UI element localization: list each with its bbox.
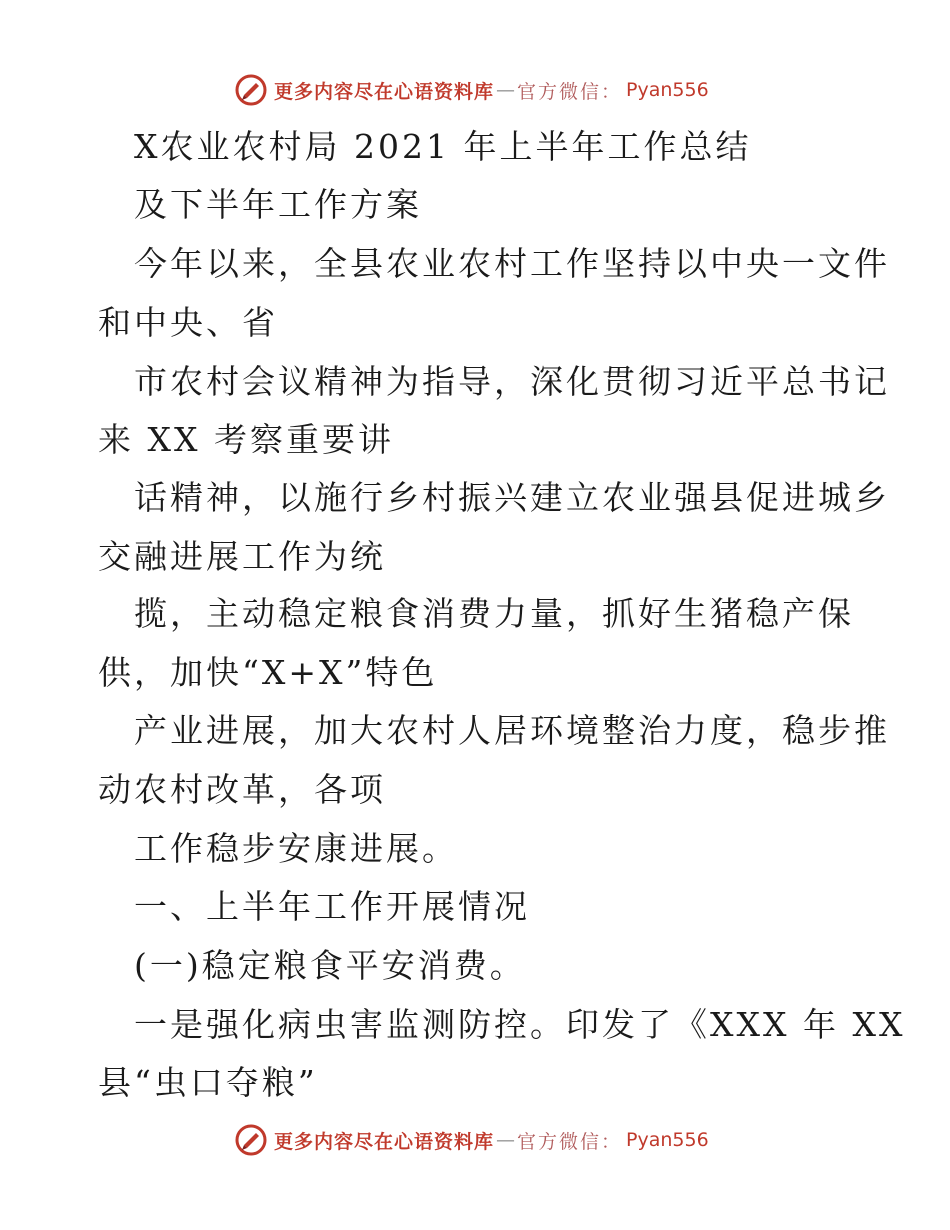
subsection-heading: (一)稳定粮食平安消费。: [134, 946, 526, 985]
paragraph-line: 市农村会议精神为指导，深化贯彻习近平总书记: [134, 362, 890, 401]
paragraph-line: 来 XX 考察重要讲: [98, 420, 394, 459]
header-watermark: [234, 73, 709, 107]
watermark-separator: —: [496, 1129, 516, 1151]
paragraph-line: 交融进展工作为统: [98, 537, 386, 576]
section-heading: 一、上半年工作开展情况: [134, 887, 530, 926]
watermark-wechat-label: 官方微信：: [517, 80, 623, 103]
watermark-wechat-label: 官方微信：: [517, 1130, 623, 1153]
paragraph-line: 一是强化病虫害监测防控。印发了《XXX 年 XX: [134, 1005, 906, 1044]
logo-icon: [234, 1123, 268, 1157]
watermark-site-text: 更多内容尽在心语资料库: [274, 1130, 495, 1153]
paragraph-line: 供，加快“X+X”特色: [98, 653, 438, 692]
title-line-1: X农业农村局 2021 年上半年工作总结: [134, 127, 752, 166]
paragraph-line: 和中央、省: [98, 303, 278, 342]
title-line-2: 及下半年工作方案: [134, 185, 422, 224]
paragraph-line: 县“虫口夺粮”: [98, 1063, 318, 1102]
paragraph-line: 产业进展，加大农村人居环境整治力度，稳步推: [134, 711, 890, 750]
paragraph-line: 揽，主动稳定粮食消费力量，抓好生猪稳产保: [134, 594, 854, 633]
paragraph-line: 话精神，以施行乡村振兴建立农业强县促进城乡: [134, 478, 890, 517]
logo-icon: [234, 73, 268, 107]
paragraph-line: 今年以来，全县农业农村工作坚持以中央一文件: [134, 244, 890, 283]
watermark-separator: —: [496, 79, 516, 101]
watermark-wechat-id: Pyan556: [626, 1129, 709, 1151]
watermark-site-text: 更多内容尽在心语资料库: [274, 80, 495, 103]
paragraph-line: 动农村改革，各项: [98, 770, 386, 809]
paragraph-line: 工作稳步安康进展。: [134, 829, 458, 868]
watermark-wechat-id: Pyan556: [626, 79, 709, 101]
footer-watermark: [234, 1123, 709, 1157]
